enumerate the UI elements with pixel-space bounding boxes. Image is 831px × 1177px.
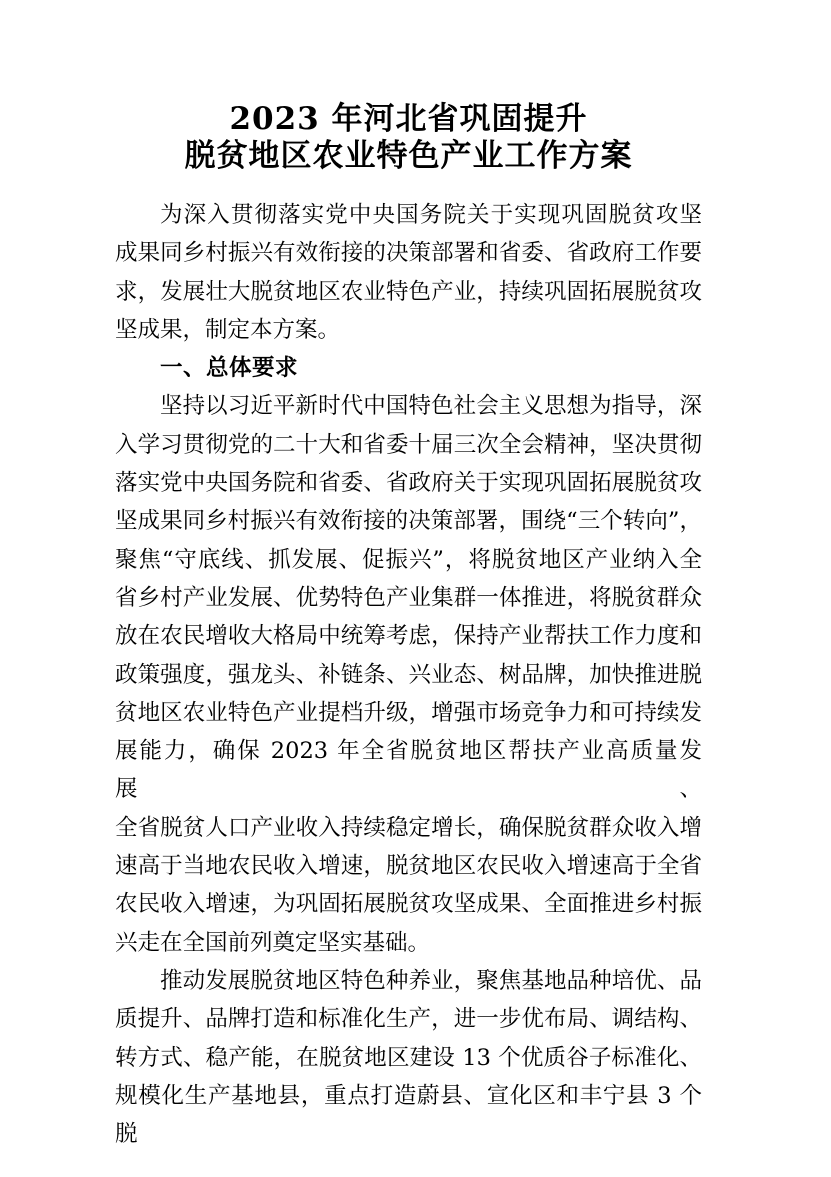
text-line: 贫地区农业特色产业提档升级，增强市场竞争力和可持续发 (115, 699, 702, 726)
text-line: 推动发展脱贫地区特色种养业，聚焦基地品种培优、品 (160, 967, 702, 994)
text-line: 展能力，确保 2023 年全省脱贫地区帮扶产业高质量发展、 (115, 738, 702, 803)
section-heading (115, 349, 702, 387)
text-line: 聚焦“守底线、抓发展、促振兴”，将脱贫地区产业纳入全 (115, 546, 702, 573)
text-line: 兴走在全国前列奠定坚实基础。 (115, 929, 431, 956)
text-line: 放在农民增收大格局中统筹考虑，保持产业帮扶工作力度和 (115, 623, 702, 650)
text-line: 落实党中央国务院和省委、省政府关于实现巩固拓展脱贫攻 (115, 470, 702, 497)
text-line: 成果同乡村振兴有效衔接的决策部署和省委、省政府工作要 (115, 240, 702, 267)
text-line: 入学习贯彻党的二十大和省委十届三次全会精神，坚决贯彻 (115, 431, 702, 458)
document-body (115, 196, 702, 1153)
text-line: 农民收入增速，为巩固拓展脱贫攻坚成果、全面推进乡村振 (115, 891, 702, 918)
text-line: 省乡村产业发展、优势特色产业集群一体推进，将脱贫群众 (115, 584, 702, 611)
text-line: 全省脱贫人口产业收入持续稳定增长，确保脱贫群众收入增 (115, 814, 702, 841)
text-line: 转方式、稳产能，在脱贫地区建设 13 个优质谷子标准化、 (115, 1044, 702, 1071)
paragraph (115, 196, 702, 349)
paragraph (115, 962, 702, 1153)
text-line: 坚成果同乡村振兴有效衔接的决策部署，围绕“三个转向”， (115, 508, 702, 535)
text-line: 一、总体要求 (160, 355, 299, 382)
text-line: 坚成果，制定本方案。 (115, 316, 341, 343)
document-title (115, 101, 702, 175)
title-line-2: 脱贫地区农业特色产业工作方案 (184, 138, 633, 174)
title-line-1: 2023 年河北省巩固提升 (229, 101, 588, 137)
document-content (115, 101, 702, 1153)
text-line: 速高于当地农民收入增速，脱贫地区农民收入增速高于全省 (115, 853, 702, 880)
text-line: 求，发展壮大脱贫地区农业特色产业，持续巩固拓展脱贫攻 (115, 278, 702, 305)
text-line: 规模化生产基地县，重点打造蔚县、宣化区和丰宁县 3 个脱 (115, 1082, 702, 1148)
text-line: 政策强度，强龙头、补链条、兴业态、树品牌，加快推进脱 (115, 661, 702, 688)
text-line: 质提升、品牌打造和标准化生产，进一步优布局、调结构、 (115, 1006, 702, 1033)
paragraph (115, 387, 702, 961)
text-line: 为深入贯彻落实党中央国务院关于实现巩固脱贫攻坚 (160, 202, 702, 228)
text-line: 坚持以习近平新时代中国特色社会主义思想为指导，深 (160, 393, 702, 420)
